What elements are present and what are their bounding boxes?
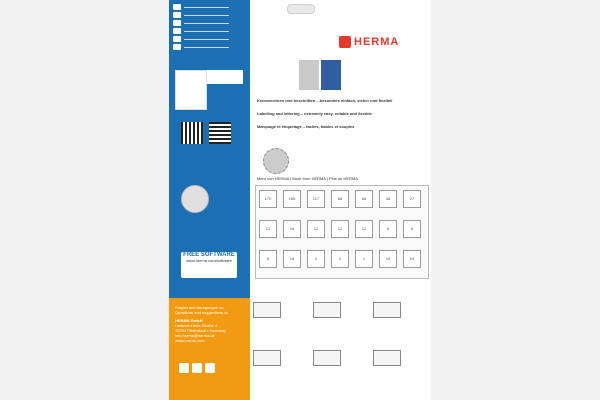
contact-text — [175, 305, 245, 343]
product-photo-2 — [321, 60, 341, 90]
recycling-logos — [207, 70, 243, 84]
contact-line1: Fragen und Anregungen zu — [175, 305, 224, 310]
company-name: HERMA GmbH — [175, 318, 203, 323]
herma-logo — [339, 36, 399, 48]
description-en: Labelling and lettering – extremely easy, reliable and flexible — [257, 111, 372, 116]
format-cell: 8 — [259, 250, 277, 268]
disposal-icons — [179, 363, 215, 373]
format-cell: 2 — [331, 250, 349, 268]
usage-box-4 — [253, 350, 281, 366]
format-cell: 12 — [307, 220, 325, 238]
bottom-info-area — [253, 300, 429, 396]
company-web[interactable]: www.herma.com — [175, 338, 205, 343]
trimann-icon — [205, 363, 215, 373]
description-block — [257, 98, 427, 129]
format-cell: 18 — [283, 220, 301, 238]
format-cell: 12 — [355, 220, 373, 238]
recycle-icon — [179, 363, 189, 373]
label-package-back — [169, 0, 431, 400]
barcode-icon — [209, 122, 231, 144]
format-cell: 66 — [355, 190, 373, 208]
grid-title: Mehr von HERMA | More from HERMA | Plus de HERMA — [257, 176, 358, 181]
format-cell: 24 — [403, 250, 421, 268]
company-email[interactable]: info.herma@herma.de — [175, 333, 215, 338]
format-cell: 88 — [331, 190, 349, 208]
qr-code-icon — [181, 122, 203, 144]
usage-box-1 — [253, 302, 281, 318]
company-street: Heinrich-Hertz-Straße 4 — [175, 323, 218, 328]
format-cell: 8 — [379, 220, 397, 238]
quality-seal-icon — [263, 148, 289, 174]
format-cell: 12 — [331, 220, 349, 238]
contact-line2: Questions and suggestions to — [175, 310, 228, 315]
usage-box-3 — [373, 302, 401, 318]
fsc-icon — [175, 70, 207, 110]
herma-mark-icon — [339, 36, 351, 48]
product-photo-1 — [299, 60, 319, 90]
format-cell: 6 — [403, 220, 421, 238]
bin-icon — [192, 363, 202, 373]
brand-name: HERMA — [354, 36, 400, 48]
format-cell: 27 — [403, 190, 421, 208]
software-url[interactable]: www.herma.com/software — [186, 258, 232, 263]
format-cell: 170 — [259, 190, 277, 208]
description-de: Kennzeichnen und beschriften – besonders einfach, sicher und flexibel — [257, 98, 393, 103]
format-cell: 48 — [379, 190, 397, 208]
software-title: FREE SOFTWARE — [183, 252, 235, 258]
company-city: 70794 Filderstadt • Germany — [175, 328, 226, 333]
format-cell: 185 — [283, 190, 301, 208]
cd-icon — [181, 185, 209, 213]
format-cell: 4 — [307, 250, 325, 268]
format-cell: 21 — [259, 220, 277, 238]
format-cell: 1 — [355, 250, 373, 268]
usage-box-6 — [373, 350, 401, 366]
usage-box-2 — [313, 302, 341, 318]
format-cell: 10 — [379, 250, 397, 268]
format-cell: 16 — [283, 250, 301, 268]
format-cell: 117 — [307, 190, 325, 208]
hanger-hole — [287, 4, 315, 14]
usage-box-5 — [313, 350, 341, 366]
language-icons — [173, 4, 248, 52]
description-fr: Marquage et étiquetage – faciles, fiables et souples — [257, 124, 355, 129]
free-software-badge[interactable] — [181, 252, 237, 278]
